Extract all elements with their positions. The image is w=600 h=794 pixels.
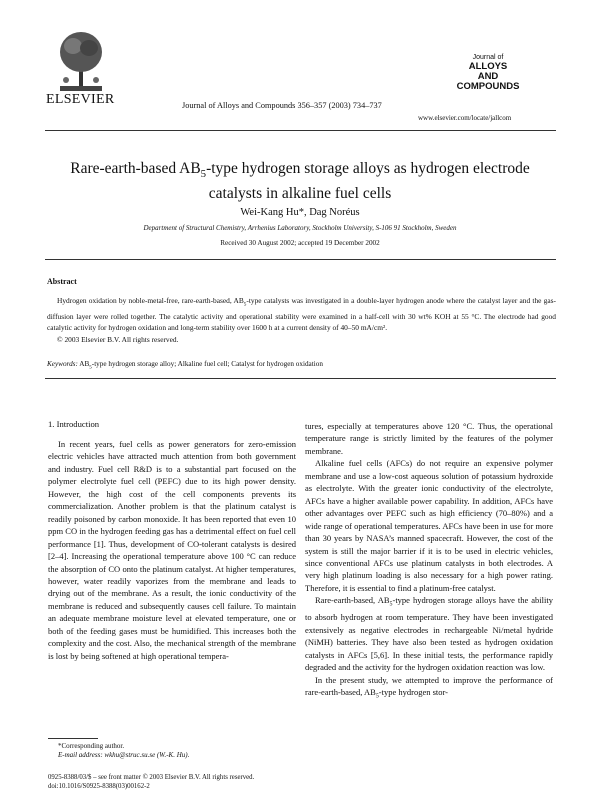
abstract-heading: Abstract [47,277,77,286]
abstract-bottom-rule [45,378,556,379]
intro-paragraph-1: In recent years, fuel cells as power generators for zero-emission electric vehicles have attracted much attention from both government and industry. Fuel cell R&D is to a substantial part focused on the polymer electrolyte fuel cell (PEFC) due to its high power density. However, the high cost of the cell components prevents its commercialization. Another problem is that the platinum catalyst is readily poisoned by carbon monoxide. It has been reported that even 10 ppm CO in the hydrogen feeding gas has a detrimental effect on fuel cell performance [1]. Thus, development of CO-tolerant catalysts is desired [2–4]. Increasing the operational temperature above 100 °C can reduce the absorption of CO onto the platinum catalyst. At higher temperatures, however, water readily vaporizes from the membrane and leads to drying out of the membrane. As a result, the ionic conductivity of the membrane is reduced and subsequently causes cell failure. To maintain an adequate membrane moisture level at elevated temperature, one or both of the feeding gases must be humidified. This increases both the complexity and the cost. Also, the mechanical strength of the membrane is lost by being softened at high operational tempera- [48,439,296,661]
journal-logo-small: Journal of [472,54,504,61]
header-rule [45,130,556,131]
keywords-a: AB [77,360,90,368]
keywords-label: Keywords: [47,360,78,368]
keywords [47,360,556,370]
p4-sub: 5 [375,693,379,700]
title-sub: 5 [200,168,207,181]
footnote-rule [48,738,98,739]
keywords-b: -type hydrogen storage alloy; Alkaline fuel cell; Catalyst for hydrogen oxidation [91,360,323,368]
affiliation: Department of Structural Chemistry, Arrhenius Laboratory, Stockholm University, S-106 91 Stockholm, Sweden [143,224,457,232]
email-note[interactable]: E-mail address: wkhu@struc.su.se (W.-K. Hu). [58,751,190,759]
p4-b: -type hydrogen stor- [378,687,449,698]
authors: Wei-Kang Hu*, Dag Noréus [240,207,360,218]
title-part2: -type hydrogen storage alloys as hydrogen electrode [206,160,530,177]
abstract-sub: 5 [243,301,247,308]
abstract-text-a: Hydrogen oxidation by noble-metal-free, rare-earth-based, AB [57,296,244,305]
journal-url[interactable]: www.elsevier.com/locate/jallcom [418,114,512,122]
publisher-name: ELSEVIER [46,92,115,107]
article-title [50,159,550,204]
keywords-sub: 5 [89,365,92,371]
title-part1: Rare-earth-based AB [70,160,201,177]
elsevier-tree-logo [58,28,104,98]
journal-logo-line2: AND COMPOUNDS [456,71,520,92]
p4-a: In the present study, we attempted to improve the performance of rare-earth-based, AB [305,674,553,698]
intro-paragraph-4 [305,674,553,704]
received-dates: Received 30 August 2002; accepted 19 December 2002 [220,239,380,247]
title-line2: catalysts in alkaline fuel cells [208,185,392,203]
intro-paragraph-3 [305,594,553,673]
left-column [48,438,296,662]
corresponding-author-note: *Corresponding author. [58,742,125,750]
right-column [305,420,553,703]
p3-b: -type hydrogen storage alloys have the ability to absorb hydrogen at room temperature. They have been investigated extensively as negative electrodes in rechargeable Ni/metal hydride (NiMH) batteries. They have also been tested as hydrogen oxidation catalysts in AFCs [5,6]. In these initial tests, the performance rapidly degraded and the activity for the hydrogen oxidation reaction was low. [305,595,553,673]
abstract-body [47,295,556,345]
footer-copyright: 0925-8388/03/$ – see front matter © 2003 Elsevier B.V. All rights reserved. [48,774,255,781]
page-footer [48,773,254,791]
footer-doi: doi:10.1016/S0925-8388(03)00162-2 [48,783,150,790]
abstract-text-b: -type catalysts was investigated in a double-layer hydrogen anode where the catalyst layer and the gas-diffusion layer were rolled together. The catalytic activity and operational stability were examined in a half-cell with 30 wt% KOH at 55 °C. The electrode had good catalytic activity for hydrogen oxidation and long-term stability over 1600 h at a current density of 40–50 mA/cm². [47,296,556,333]
section-heading: 1. Introduction [48,419,100,429]
abstract-top-rule [45,259,556,260]
journal-citation: Journal of Alloys and Compounds 356–357 (2003) 734–737 [182,101,382,110]
journal-logo [452,54,524,102]
footnote [58,742,189,760]
intro-paragraph-continued: tures, especially at temperatures above 120 °C. Thus, the operational temperature range is strictly limited by the features of the polymer membrane. [305,421,553,456]
p3-sub: 5 [389,602,393,609]
intro-paragraph-2: Alkaline fuel cells (AFCs) do not require an expensive polymer membrane and use a low-cost aqueous solution of potassium hydroxide as electrolyte. With the greater ionic conductivity of the electrolyte, AFCs have a higher available power capability. In addition, AFCs have other advantages over PEFC such as high efficiency (70–80%) and a wide range of operational temperatures. AFCs have been in use for more than 30 years by NASA’s manned spacecraft. However, the cost of the system is still the major barrier if it is to be used in electric vehicles, since conventional AFCs use platinum catalysts in both electrodes. A very high platinum loading is also necessary for a high power rating. Therefore, it is essential to find a platinum-free catalyst. [305,458,553,593]
journal-logo-line1: ALLOYS [468,61,508,72]
p3-a: Rare-earth-based, AB [315,595,390,606]
abstract-copyright: © 2003 Elsevier B.V. All rights reserved. [57,334,179,344]
abstract-paragraph [47,295,556,334]
